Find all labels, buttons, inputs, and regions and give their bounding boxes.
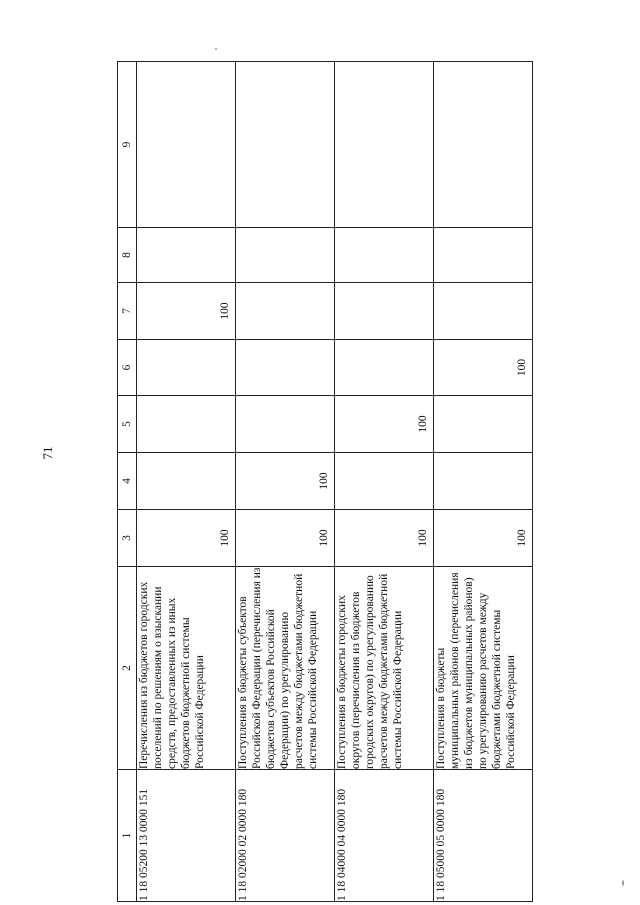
value-cell — [236, 62, 335, 228]
value-cell — [434, 453, 533, 510]
page-number: 71 — [40, 446, 55, 460]
classification-code: 1 18 04000 04 0000 180 — [335, 770, 434, 902]
value-cell — [137, 228, 236, 283]
value-cell — [236, 396, 335, 453]
table-row — [434, 62, 533, 902]
value-cell — [434, 283, 533, 340]
income-description: Перечисления из бюджетов городских поселений по решениям о взыскании средств, предоставленных из иных бюджетов бюджетной системы Российской Федерации — [137, 567, 236, 770]
value-cell — [137, 340, 236, 396]
header-cell: 7 — [118, 283, 137, 340]
header-cell: 5 — [118, 396, 137, 453]
value-cell — [335, 340, 434, 396]
value-cell — [434, 396, 533, 453]
value-cell: 100 — [434, 510, 533, 567]
header-cell: 1 — [118, 770, 137, 902]
scan-speck — [622, 880, 624, 886]
value-cell — [335, 283, 434, 340]
value-cell: 100 — [137, 510, 236, 567]
table-row — [236, 62, 335, 902]
budget-table — [117, 61, 533, 902]
value-cell — [236, 228, 335, 283]
income-description: Поступления в бюджеты городских округов (перечисления из бюджетов городских округов) по урегулированию расчетов между бюджетами бюджетной системы Российской Федерации — [335, 567, 434, 770]
table-row — [137, 62, 236, 902]
header-cell: 6 — [118, 340, 137, 396]
income-description: Поступления в бюджеты субъектов Российской Федерации (перечисления из бюджетов субъектов Российской Федерации) по урегулированию расчетов между бюджетами бюджетной системы Российской Федерации — [236, 567, 335, 770]
value-cell — [434, 62, 533, 228]
header-cell: 3 — [118, 510, 137, 567]
scan-speck — [215, 48, 217, 50]
rotated-table-container — [117, 62, 528, 902]
value-cell — [137, 62, 236, 228]
value-cell — [335, 453, 434, 510]
value-cell: 100 — [236, 510, 335, 567]
header-cell: 2 — [118, 567, 137, 770]
value-cell — [335, 228, 434, 283]
value-cell: 100 — [335, 510, 434, 567]
header-row — [118, 62, 137, 902]
classification-code: 1 18 05000 05 0000 180 — [434, 770, 533, 902]
value-cell — [434, 228, 533, 283]
header-cell: 4 — [118, 453, 137, 510]
income-description: Поступления в бюджеты муниципальных районов (перечисления из бюджетов муниципальных районов) по урегулированию расчетов между бюджетами бюджетной системы Российской Федерации — [434, 567, 533, 770]
classification-code: 1 18 02000 02 0000 180 — [236, 770, 335, 902]
table-row — [335, 62, 434, 902]
value-cell: 100 — [335, 396, 434, 453]
value-cell: 100 — [434, 340, 533, 396]
header-cell: 8 — [118, 228, 137, 283]
value-cell — [335, 62, 434, 228]
value-cell — [137, 453, 236, 510]
value-cell — [236, 340, 335, 396]
value-cell — [236, 283, 335, 340]
value-cell — [137, 396, 236, 453]
value-cell: 100 — [137, 283, 236, 340]
value-cell: 100 — [236, 453, 335, 510]
header-cell: 9 — [118, 62, 137, 228]
classification-code: 1 18 05200 13 0000 151 — [137, 770, 236, 902]
